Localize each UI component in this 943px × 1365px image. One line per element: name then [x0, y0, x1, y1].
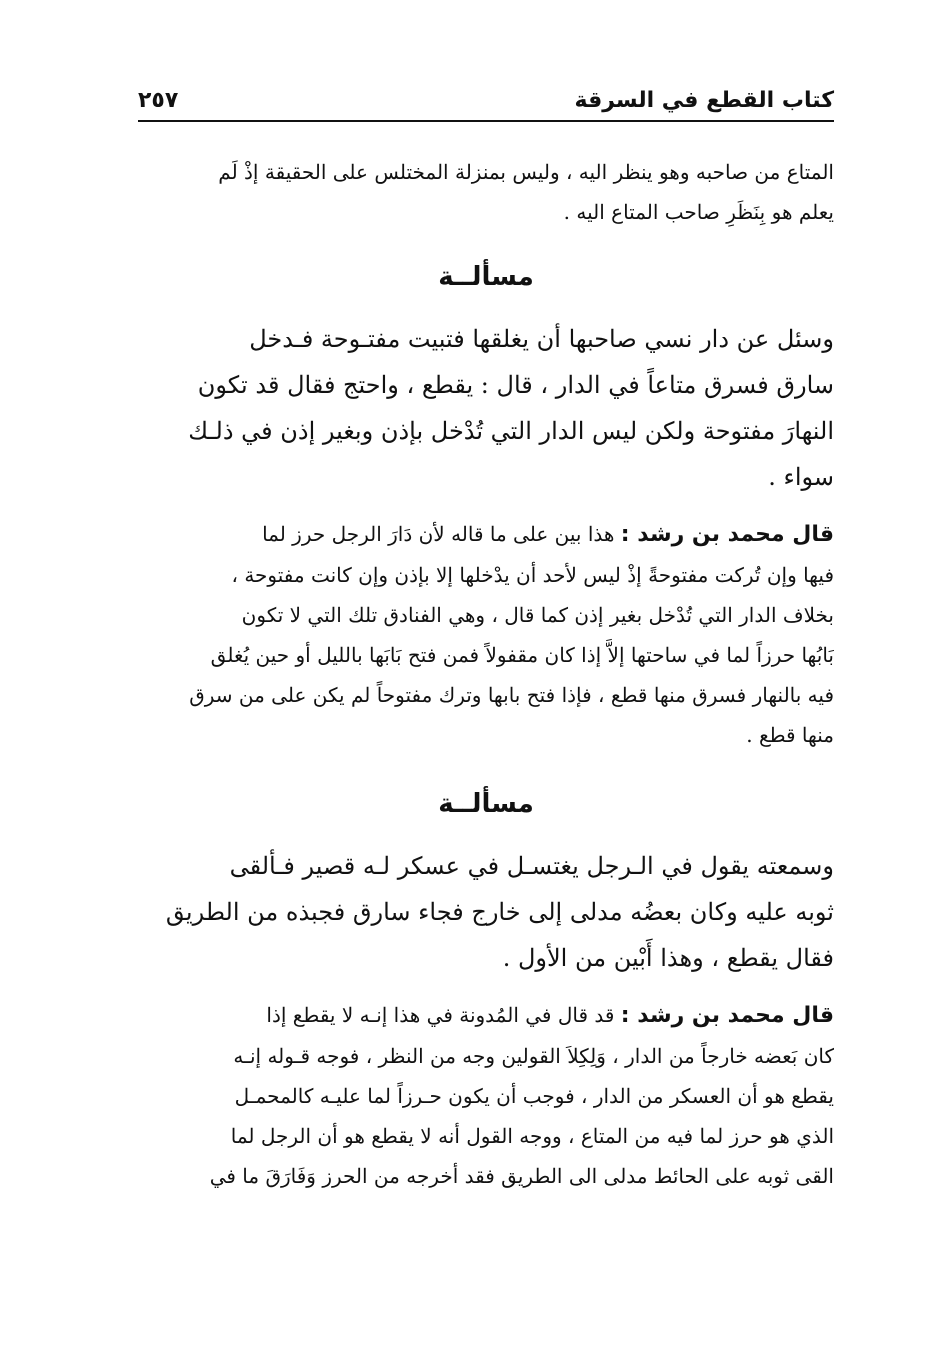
book-page [138, 86, 834, 1336]
text-line: ثوبه عليه وكان بعضُه مدلى إلى خارج فجاء سارق فجبذه من الطريق [165, 898, 834, 926]
section-heading: مسألــة [438, 789, 534, 819]
text-line: كان بَعضه خارجاً من الدار ، وَلِكِلاَ القولين وجه من النظر ، فوجه قـوله إنـه [233, 1044, 834, 1068]
text-line: وسئل عن دار نسي صاحبها أن يغلقها فتبيت مفتـوحة فـدخل [249, 325, 834, 353]
question-paragraph [138, 843, 834, 981]
page-number: ٢٥٧ [138, 88, 179, 113]
text-line: بخلاف الدار التي تُدْخل بغير إذن كما قال ، وهي الفنادق تلك التي لا تكون [241, 603, 834, 627]
text-line: النهارَ مفتوحة ولكن ليس الدار التي تُدْخل بإذن وبغير إذن في ذلـك [188, 417, 834, 445]
text-line: وسمعته يقول في الـرجل يغتسـل في عسكر لـه قصير فـألقى [229, 852, 834, 880]
text-line: فيها وإن تُركت مفتوحةً إذْ ليس لأحد أن يدْخلها إلا بإذن وإن كانت مفتوحة ، [231, 563, 834, 587]
text-line: القى ثوبه على الحائط مدلى الى الطريق فقد أخرجه من الحرز وَفَارَقَ ما في [209, 1164, 834, 1188]
text-line: يقطع هو أن العسكر من الدار ، فوجب أن يكون حـرزاً لما عليـه كالمحمـل [234, 1084, 834, 1108]
commentary-text: قد قال في المُدونة في هذا إنـه لا يقطع إذا [266, 1003, 615, 1027]
text-line: المتاع من صاحبه وهو ينظر اليه ، وليس بمنزلة المختلس على الحقيقة إذْ لَم [218, 160, 834, 184]
running-title: كتاب القطع في السرقة [574, 88, 834, 113]
text-line: فيه بالنهار فسرق منها قطع ، فإذا فتح بابها وترك مفتوحاً لم يكن على من سرق [189, 683, 834, 707]
text-line: منها قطع . [746, 723, 834, 747]
text-line: الذي هو حرز لما فيه من المتاع ، ووجه القول أنه لا يقطع هو أن الرجل لما [230, 1124, 834, 1148]
commentary-speaker: قال محمد بن رشد : [620, 1003, 834, 1028]
commentary-speaker: قال محمد بن رشد : [620, 522, 834, 547]
text-line [138, 514, 834, 555]
section-heading: مسألــة [438, 262, 534, 292]
text-line [138, 995, 834, 1036]
running-header [138, 86, 834, 122]
commentary-paragraph [138, 995, 834, 1196]
text-line: يعلم هو بِنَظَرِ صاحب المتاع اليه . [563, 200, 834, 224]
text-line: سواء . [768, 463, 834, 491]
text-line: فقال يقطع ، وهذا أَبْين من الأول . [502, 944, 834, 972]
intro-paragraph [138, 152, 834, 232]
text-line: سارق فسرق متاعاً في الدار ، قال : يقطع ، واحتج فقال قد تكون [197, 371, 834, 399]
commentary-text: هذا بين على ما قاله لأن دَارَ الرجل حرز لما [262, 522, 615, 546]
question-paragraph [138, 316, 834, 500]
commentary-paragraph [138, 514, 834, 755]
text-line: بَابُها حرزاً لما في ساحتها إلاَّ إذا كان مقفولاً فمن فتح بَابَها بالليل أو حين يُغلق [210, 643, 834, 667]
